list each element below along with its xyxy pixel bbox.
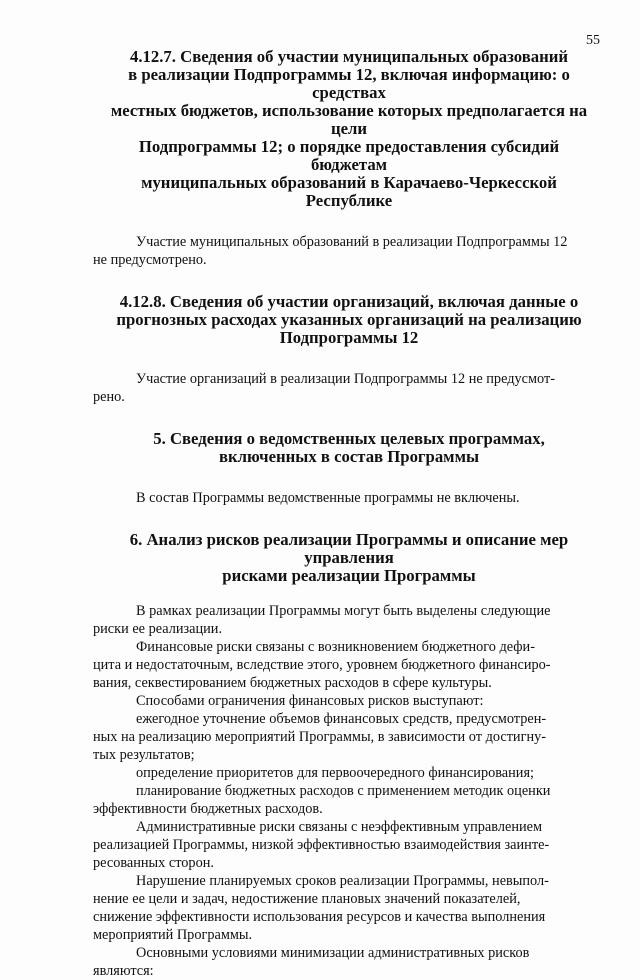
heading-line: Подпрограммы 12; о порядке предоставления субсидий бюджетам — [138, 137, 560, 174]
paragraph — [93, 602, 599, 638]
text-line: планирование бюджетных расходов с применением методик оценки — [136, 783, 551, 799]
paragraph — [93, 944, 599, 980]
heading-line: рисками реализации Программы — [222, 566, 476, 585]
section-4-12-8-heading — [99, 293, 599, 347]
text-line: Основными условиями минимизации административных рисков — [136, 945, 530, 961]
heading-line: 4.12.8. Сведения об участии организаций, включая данные о — [119, 292, 579, 311]
paragraph — [93, 872, 599, 944]
text-line: В рамках реализации Программы могут быть выделены следующие — [136, 603, 551, 619]
page-number: 55 — [586, 33, 600, 48]
text-line: Нарушение планируемых сроков реализации Программы, невыпол- — [136, 873, 549, 889]
heading-line: в реализации Подпрограммы 12, включая информацию: о средствах — [128, 65, 570, 102]
heading-line: включенных в состав Программы — [218, 447, 480, 466]
text-line: рено. — [93, 389, 125, 405]
text-line: мероприятий Программы. — [93, 927, 253, 943]
heading-line: 5. Сведения о ведомственных целевых программах, — [153, 429, 545, 448]
heading-line: муниципальных образований в Карачаево-Черкесской Республике — [141, 173, 557, 210]
heading-line: прогнозных расходах указанных организаций на реализацию — [116, 310, 582, 329]
heading-line: 4.12.7. Сведения об участии муниципальных образований — [129, 47, 569, 66]
text-line: цита и недостаточным, вследствие этого, уровнем бюджетного финансиро- — [93, 657, 551, 673]
heading-line: Подпрограммы 12 — [279, 328, 419, 347]
text-line: ежегодное уточнение объемов финансовых средств, предусмотрен- — [136, 711, 547, 727]
paragraph — [93, 764, 599, 782]
paragraph — [93, 710, 599, 764]
text-line: тых результатов; — [93, 747, 195, 763]
paragraph — [93, 692, 599, 710]
paragraph — [93, 818, 599, 872]
text-line: реализацией Программы, низкой эффективностью взаимодействия заинте- — [93, 837, 550, 853]
text-line: ных на реализацию мероприятий Программы, в зависимости от достигну- — [93, 729, 547, 745]
text-line: ресованных сторон. — [93, 855, 214, 871]
text-line: определение приоритетов для первоочередного финансирования; — [136, 765, 534, 781]
text-line: Способами ограничения финансовых рисков выступают: — [136, 693, 484, 709]
page-content — [93, 47, 599, 980]
text-line: Участие организаций в реализации Подпрограммы 12 не предусмот- — [136, 371, 556, 387]
section-6-heading — [91, 531, 607, 585]
section-5-text — [93, 489, 599, 507]
text-line: В состав Программы ведомственные программы не включены. — [136, 490, 520, 506]
text-line: снижение эффективности использования ресурсов и качества выполнения — [93, 909, 546, 925]
text-line: риски ее реализации. — [93, 621, 223, 637]
text-line: нение ее цели и задач, недостижение плановых значений показателей, — [93, 891, 521, 907]
heading-line: местных бюджетов, использование которых предполагается на цели — [110, 101, 588, 138]
heading-line: 6. Анализ рисков реализации Программы и описание мер управления — [129, 530, 569, 567]
paragraph — [93, 638, 599, 692]
section-5-heading — [99, 430, 599, 466]
paragraph — [93, 782, 599, 818]
section-4-12-7-text — [93, 233, 599, 269]
text-line: эффективности бюджетных расходов. — [93, 801, 323, 817]
text-line: Административные риски связаны с неэффективным управлением — [136, 819, 543, 835]
text-line: Участие муниципальных образований в реализации Подпрограммы 12 — [136, 234, 568, 250]
text-line: вания, секвестированием бюджетных расходов в сфере культуры. — [93, 675, 492, 691]
text-line: Финансовые риски связаны с возникновением бюджетного дефи- — [136, 639, 535, 655]
section-4-12-7-heading — [99, 48, 599, 210]
section-6-body — [93, 602, 599, 980]
section-4-12-8-text — [93, 370, 599, 406]
text-line: не предусмотрено. — [93, 252, 207, 268]
text-line: являются: — [93, 963, 154, 979]
